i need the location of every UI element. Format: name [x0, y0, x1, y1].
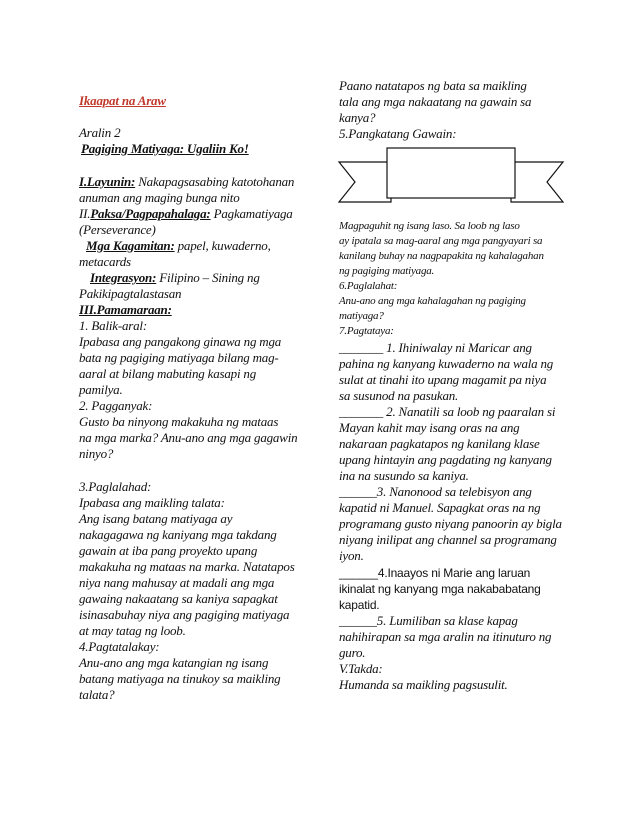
procedure-line: isinasabuhay niya ang pagiging matiyaga	[79, 607, 290, 622]
quiz-item-2: upang hintayin ang pagdating ng kanyang	[339, 452, 552, 467]
task-line: Anu-ano ang mga kahalagahan ng pagiging	[339, 295, 526, 307]
assignment-text: Humanda sa maikling pagsusulit.	[339, 677, 508, 692]
procedure-line: bata ng pagiging matiyaga bilang mag-	[79, 350, 279, 365]
right-line: 5.Pangkatang Gawain:	[339, 126, 457, 141]
objective-line-2: anuman ang maging bunga nito	[79, 190, 240, 205]
quiz-item-5: ______5. Lumiliban sa klase kapag	[339, 613, 518, 628]
quiz-item-2: ina na susundo sa kaniya.	[339, 468, 469, 483]
quiz-item-4: kapatid.	[339, 598, 380, 612]
procedure-line: batang matiyaga na tinukoy sa maikling	[79, 671, 281, 686]
quiz-item-5: nahihirapan sa mga aralin na itinuturo ng	[339, 629, 552, 644]
topic-line	[79, 206, 293, 222]
quiz-item-3: ______3. Nanonood sa telebisyon ang	[339, 484, 532, 499]
materials-line-2: metacards	[79, 254, 131, 269]
procedure-line: pamilya.	[79, 382, 123, 397]
topic-prefix: II.	[79, 206, 91, 221]
procedure-line: nakagagawa ng kaniyang mga takdang	[79, 527, 277, 542]
quiz-item-4: ______4.Inaayos ni Marie ang laruan	[339, 566, 531, 580]
procedure-line: makakuha ng mataas na marka. Natatapos	[79, 559, 295, 574]
procedure-line: gawain at iba pang proyekto upang	[79, 543, 258, 558]
procedure-line: 1. Balik-aral:	[79, 318, 147, 333]
quiz-item-3: kapatid ni Manuel. Sapagkat oras na ng	[339, 500, 541, 515]
lesson-title: Pagiging Matiyaga: Ugaliin Ko!	[81, 141, 249, 156]
right-line: tala ang mga nakaatang na gawain sa	[339, 94, 532, 109]
procedure-line: 3.Paglalahad:	[79, 479, 152, 494]
quiz-item-1: pahina ng kanyang kuwaderno na wala ng	[339, 356, 554, 371]
quiz-item-5: guro.	[339, 645, 366, 660]
procedure-line: Gusto ba ninyong makakuha ng mataas	[79, 414, 279, 429]
assignment-label: V.Takda:	[339, 661, 383, 676]
task-line: 7.Pagtataya:	[339, 325, 394, 337]
task-line: kanilang buhay na nagpapakita ng kahalagahan	[339, 250, 544, 262]
procedure-line: Ipabasa ang pangakong ginawa ng mga	[79, 334, 282, 349]
procedure-line: 2. Pagganyak:	[79, 398, 153, 413]
procedure-line: na mga marka? Anu-ano ang mga gagawin	[79, 430, 298, 445]
procedure-heading: III.Pamamaraan:	[79, 302, 172, 317]
procedure-line: at may tatag ng loob.	[79, 623, 186, 638]
procedure-line: talata?	[79, 687, 115, 702]
day-heading: Ikaapat na Araw	[79, 93, 166, 108]
task-line: ng pagiging matiyaga.	[339, 265, 435, 277]
quiz-item-2: _______ 2. Nanatili sa loob ng paaralan si	[339, 404, 556, 419]
quiz-item-3: iyon.	[339, 548, 364, 563]
integration-line	[90, 270, 260, 286]
quiz-item-3: programang gusto niyang panoorin ay bigla	[339, 516, 562, 531]
quiz-item-3: niyang inilipat ang channel sa programang	[339, 532, 557, 547]
procedure-line: niya nang mahusay at madali ang mga	[79, 575, 275, 590]
procedure-line: ninyo?	[79, 446, 114, 461]
topic-line-2: (Perseverance)	[79, 222, 156, 237]
objective-text: Nakapagsasabing katotohanan	[135, 174, 295, 189]
integration-label: Integrasyon:	[90, 270, 157, 285]
ribbon-left-tail	[339, 162, 391, 202]
quiz-item-2: Mayan kahit may isang oras na ang	[339, 420, 520, 435]
quiz-item-2: nakaraan pagkatapos ng kanilang klase	[339, 436, 540, 451]
procedure-line: gawaing nakaatang sa kaniya sapagkat	[79, 591, 278, 606]
procedure-line: Ang isang batang matiyaga ay	[79, 511, 233, 526]
task-line: 6.Paglalahat:	[339, 280, 398, 292]
procedure-line: 4.Pagtatalakay:	[79, 639, 160, 654]
objective-line	[79, 174, 294, 190]
quiz-item-1: _______ 1. Ihiniwalay ni Maricar ang	[339, 340, 532, 355]
task-line: matiyaga?	[339, 310, 384, 322]
ribbon-banner	[335, 146, 567, 208]
materials-label: Mga Kagamitan:	[86, 238, 175, 253]
lesson-label: Aralin 2	[79, 125, 121, 140]
right-line: kanya?	[339, 110, 376, 125]
task-line: Magpaguhit ng isang laso. Sa loob ng laso	[339, 220, 520, 232]
objective-label: I.Layunin:	[79, 174, 136, 189]
topic-text: Pagkamatiyaga	[210, 206, 293, 221]
ribbon-right-tail	[511, 162, 563, 202]
procedure-line: Anu-ano ang mga katangian ng isang	[79, 655, 269, 670]
right-line: Paano natatapos ng bata sa maikling	[339, 78, 527, 93]
procedure-line: aaral at bilang mabuting kasapi ng	[79, 366, 257, 381]
task-line: ay ipatala sa mag-aaral ang mga pangyayari sa	[339, 235, 543, 247]
integration-line-2: Pakikipagtalastasan	[79, 286, 182, 301]
materials-text: papel, kuwaderno,	[174, 238, 271, 253]
quiz-item-1: sa susunod na pasukan.	[339, 388, 459, 403]
procedure-line: Ipabasa ang maikling talata:	[79, 495, 225, 510]
quiz-item-4: ikinalat ng kanyang mga nakababatang	[339, 582, 541, 596]
integration-text: Filipino – Sining ng	[156, 270, 260, 285]
topic-label: Paksa/Pagpapahalaga:	[90, 206, 211, 221]
quiz-item-1: sulat at tinahi ito upang magamit pa niya	[339, 372, 547, 387]
materials-line	[86, 238, 271, 254]
ribbon-center	[387, 148, 515, 198]
